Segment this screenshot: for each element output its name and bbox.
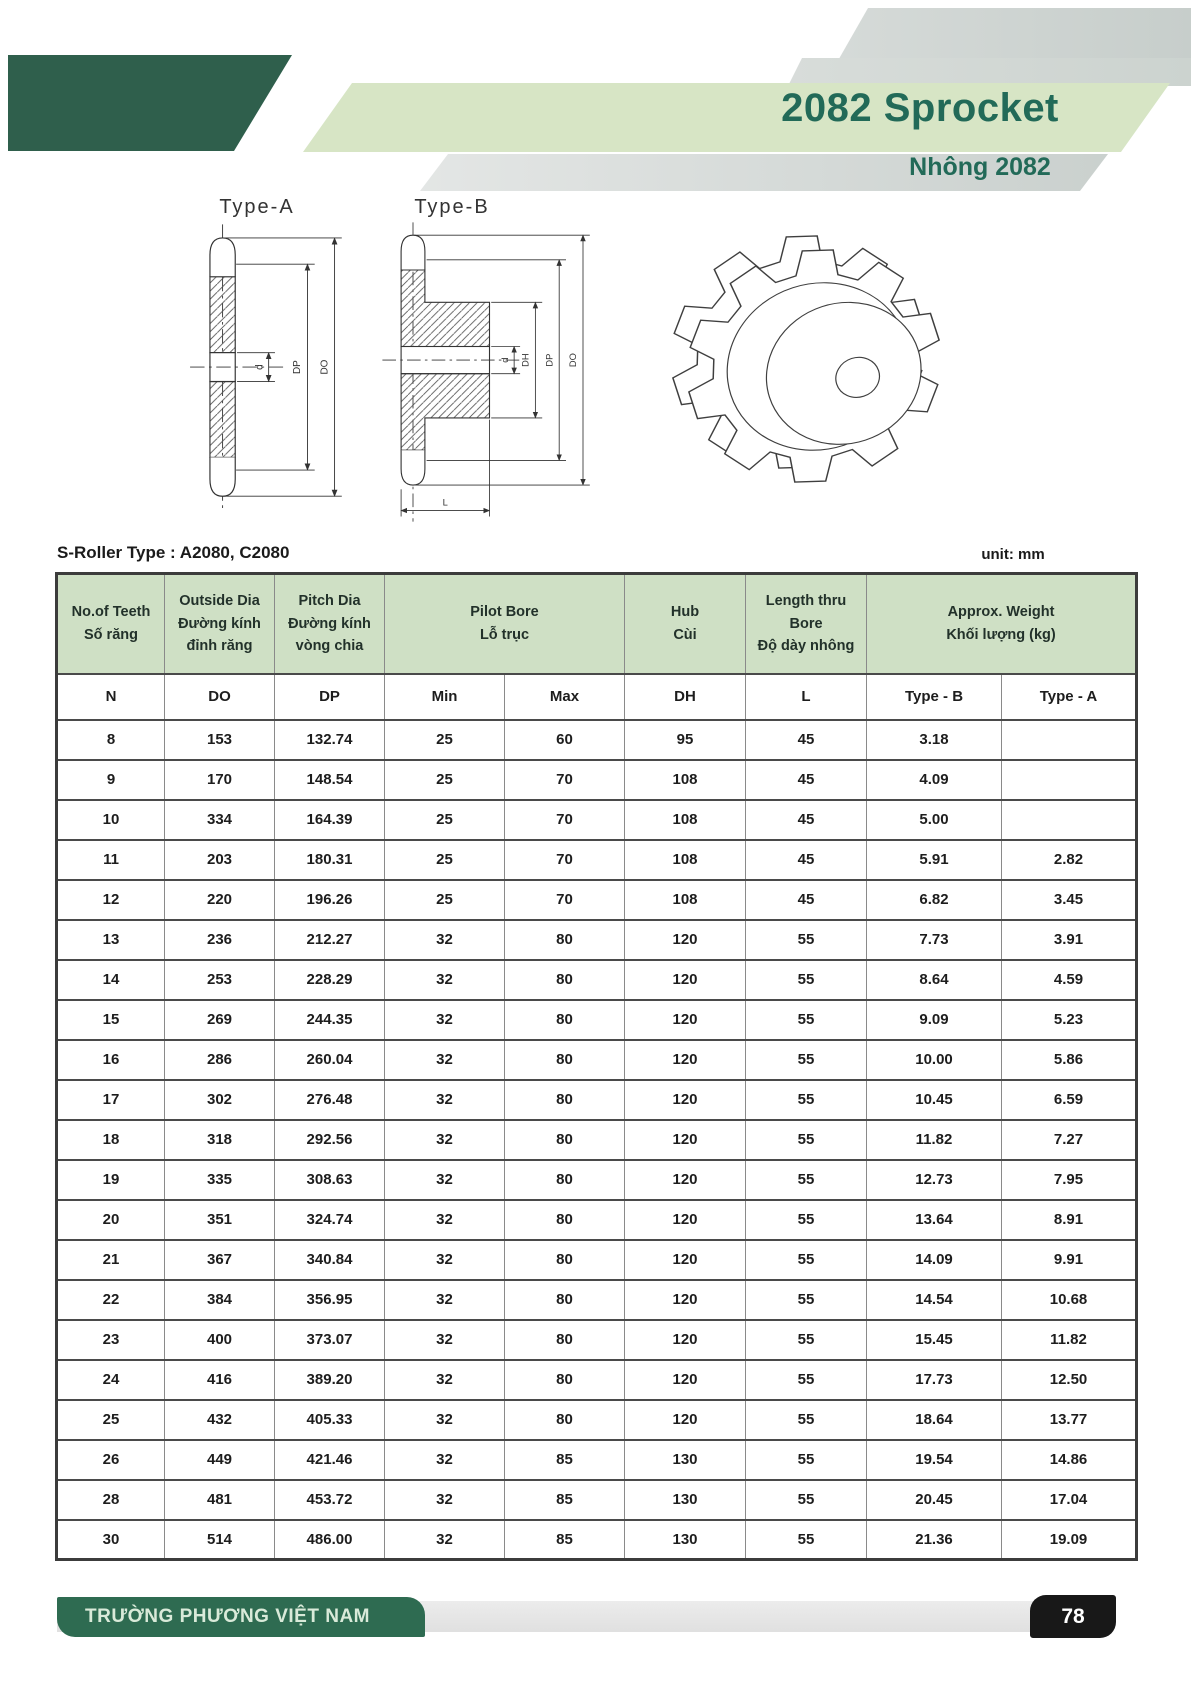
table-cell: 356.95: [275, 1280, 385, 1320]
table-row: [57, 1400, 1137, 1440]
col-symbol-l: L: [746, 674, 867, 720]
table-row: [57, 1000, 1137, 1040]
table-cell: 120: [625, 960, 746, 1000]
table-cell: 14: [57, 960, 165, 1000]
table-cell: 7.73: [867, 920, 1002, 960]
table-cell: 13.64: [867, 1200, 1002, 1240]
table-cell: 80: [505, 1320, 625, 1360]
table-row: [57, 720, 1137, 760]
table-cell: 70: [505, 760, 625, 800]
table-cell: 212.27: [275, 920, 385, 960]
table-cell: 80: [505, 920, 625, 960]
table-cell: 55: [746, 1080, 867, 1120]
table-row: [57, 1120, 1137, 1160]
table-cell: 8: [57, 720, 165, 760]
table-cell: 25: [385, 880, 505, 920]
table-cell: 3.18: [867, 720, 1002, 760]
table-cell: 45: [746, 840, 867, 880]
table-cell: 449: [165, 1440, 275, 1480]
table-cell: 32: [385, 960, 505, 1000]
table-cell: [1002, 760, 1137, 800]
table-cell: 14.86: [1002, 1440, 1137, 1480]
table-cell: 120: [625, 1280, 746, 1320]
dim-label-do: DO: [319, 359, 331, 375]
table-cell: 55: [746, 1400, 867, 1440]
sprocket-isometric-block: [642, 212, 982, 512]
table-cell: 416: [165, 1360, 275, 1400]
table-cell: 22: [57, 1280, 165, 1320]
table-cell: 514: [165, 1520, 275, 1560]
table-cell: 24: [57, 1360, 165, 1400]
table-cell: 389.20: [275, 1360, 385, 1400]
table-cell: 8.91: [1002, 1200, 1137, 1240]
table-cell: 236: [165, 920, 275, 960]
table-cell: 55: [746, 1240, 867, 1280]
table-cell: 269: [165, 1000, 275, 1040]
table-cell: 17: [57, 1080, 165, 1120]
table-cell: 120: [625, 1320, 746, 1360]
table-cell: 32: [385, 1440, 505, 1480]
table-row: [57, 1480, 1137, 1520]
table-cell: 260.04: [275, 1040, 385, 1080]
table-cell: 196.26: [275, 880, 385, 920]
table-cell: 32: [385, 1280, 505, 1320]
table-cell: 384: [165, 1280, 275, 1320]
table-cell: 80: [505, 1200, 625, 1240]
table-cell: 244.35: [275, 1000, 385, 1040]
col-group-outside-dia: Outside Dia Đường kính đỉnh răng: [165, 574, 275, 674]
table-row: [57, 1040, 1137, 1080]
table-cell: 10.45: [867, 1080, 1002, 1120]
col-symbol-type-b: Type - B: [867, 674, 1002, 720]
table-cell: 292.56: [275, 1120, 385, 1160]
table-cell: 148.54: [275, 760, 385, 800]
footer-page-number: 78: [1030, 1595, 1116, 1638]
table-cell: 85: [505, 1440, 625, 1480]
type-b-drawing-block: [362, 196, 647, 525]
table-row: [57, 800, 1137, 840]
table-cell: 45: [746, 800, 867, 840]
table-cell: 16: [57, 1040, 165, 1080]
table-cell: 55: [746, 1160, 867, 1200]
table-cell: 55: [746, 1320, 867, 1360]
table-row: [57, 1160, 1137, 1200]
table-cell: 15: [57, 1000, 165, 1040]
table-cell: 30: [57, 1520, 165, 1560]
table-cell: 11: [57, 840, 165, 880]
table-cell: 7.95: [1002, 1160, 1137, 1200]
table-cell: 432: [165, 1400, 275, 1440]
table-row: [57, 880, 1137, 920]
table-cell: 400: [165, 1320, 275, 1360]
table-cell: 120: [625, 1080, 746, 1120]
page-subtitle: Nhông 2082: [909, 153, 1051, 181]
table-cell: 32: [385, 1120, 505, 1160]
table-cell: 308.63: [275, 1160, 385, 1200]
table-cell: 132.74: [275, 720, 385, 760]
table-cell: 276.48: [275, 1080, 385, 1120]
table-cell: 25: [57, 1400, 165, 1440]
table-cell: 32: [385, 1240, 505, 1280]
table-cell: 80: [505, 1240, 625, 1280]
table-cell: 80: [505, 1400, 625, 1440]
dim-label-do: DO: [568, 353, 579, 368]
col-group-approx-weight: Approx. Weight Khối lượng (kg): [867, 574, 1137, 674]
table-cell: 55: [746, 1120, 867, 1160]
table-cell: 45: [746, 880, 867, 920]
table-cell: 405.33: [275, 1400, 385, 1440]
footer-company: TRƯỜNG PHƯƠNG VIỆT NAM: [57, 1597, 425, 1637]
table-cell: 120: [625, 1200, 746, 1240]
table-cell: 4.09: [867, 760, 1002, 800]
header-banner: [0, 0, 1191, 200]
table-cell: 85: [505, 1480, 625, 1520]
table-cell: 10.68: [1002, 1280, 1137, 1320]
table-cell: 421.46: [275, 1440, 385, 1480]
table-cell: 130: [625, 1440, 746, 1480]
col-symbol-min: Min: [385, 674, 505, 720]
col-group-pilot-bore: Pilot Bore Lỗ trục: [385, 574, 625, 674]
table-cell: 60: [505, 720, 625, 760]
table-cell: 5.23: [1002, 1000, 1137, 1040]
table-cell: 10.00: [867, 1040, 1002, 1080]
table-cell: 20: [57, 1200, 165, 1240]
table-cell: 32: [385, 1200, 505, 1240]
dim-label-dp: DP: [292, 360, 304, 374]
table-cell: 32: [385, 1520, 505, 1560]
table-cell: 32: [385, 920, 505, 960]
table-cell: 55: [746, 960, 867, 1000]
table-cell: 351: [165, 1200, 275, 1240]
table-cell: 8.64: [867, 960, 1002, 1000]
table-cell: 32: [385, 1480, 505, 1520]
table-cell: 55: [746, 1200, 867, 1240]
table-group-header-row: [57, 574, 1137, 674]
table-cell: 55: [746, 1000, 867, 1040]
table-cell: 17.73: [867, 1360, 1002, 1400]
table-cell: 253: [165, 960, 275, 1000]
table-cell: 11.82: [1002, 1320, 1137, 1360]
col-symbol-dh: DH: [625, 674, 746, 720]
table-cell: 80: [505, 1000, 625, 1040]
table-cell: 130: [625, 1480, 746, 1520]
col-group-teeth: No.of Teeth Số răng: [57, 574, 165, 674]
table-cell: 19: [57, 1160, 165, 1200]
table-cell: 9.09: [867, 1000, 1002, 1040]
table-cell: 80: [505, 1040, 625, 1080]
table-cell: 481: [165, 1480, 275, 1520]
table-cell: 4.59: [1002, 960, 1137, 1000]
table-cell: 23: [57, 1320, 165, 1360]
table-cell: 80: [505, 1280, 625, 1320]
col-symbol-n: N: [57, 674, 165, 720]
table-cell: 32: [385, 1040, 505, 1080]
table-cell: 9.91: [1002, 1240, 1137, 1280]
table-cell: 21: [57, 1240, 165, 1280]
table-cell: 203: [165, 840, 275, 880]
table-cell: 108: [625, 840, 746, 880]
table-cell: 26: [57, 1440, 165, 1480]
table-cell: 6.59: [1002, 1080, 1137, 1120]
table-cell: 55: [746, 1360, 867, 1400]
dim-label-d: d: [500, 357, 511, 363]
table-cell: 55: [746, 1440, 867, 1480]
table-row: [57, 760, 1137, 800]
col-group-length-thru-bore: Length thru Bore Độ dày nhông: [746, 574, 867, 674]
table-cell: 120: [625, 1000, 746, 1040]
table-cell: 18: [57, 1120, 165, 1160]
table-cell: 7.27: [1002, 1120, 1137, 1160]
table-cell: [1002, 720, 1137, 760]
table-cell: 85: [505, 1520, 625, 1560]
table-cell: 170: [165, 760, 275, 800]
table-cell: 334: [165, 800, 275, 840]
table-cell: 3.45: [1002, 880, 1137, 920]
table-cell: 3.91: [1002, 920, 1137, 960]
table-cell: 5.00: [867, 800, 1002, 840]
table-cell: 318: [165, 1120, 275, 1160]
table-cell: 80: [505, 1160, 625, 1200]
table-cell: 80: [505, 1360, 625, 1400]
table-cell: 32: [385, 1400, 505, 1440]
table-body: [57, 720, 1137, 1560]
table-cell: 55: [746, 1280, 867, 1320]
spec-table-wrap: [55, 572, 1138, 1561]
table-cell: 286: [165, 1040, 275, 1080]
table-cell: 70: [505, 800, 625, 840]
page-title: 2082 Sprocket: [781, 86, 1059, 130]
table-cell: 335: [165, 1160, 275, 1200]
table-cell: 108: [625, 880, 746, 920]
table-cell: 55: [746, 920, 867, 960]
table-row: [57, 1240, 1137, 1280]
table-cell: 120: [625, 920, 746, 960]
table-cell: 5.91: [867, 840, 1002, 880]
table-cell: 25: [385, 840, 505, 880]
table-cell: 28: [57, 1480, 165, 1520]
table-cell: 153: [165, 720, 275, 760]
table-cell: 302: [165, 1080, 275, 1120]
table-cell: 120: [625, 1400, 746, 1440]
table-cell: 14.54: [867, 1280, 1002, 1320]
table-cell: 108: [625, 800, 746, 840]
table-cell: 120: [625, 1240, 746, 1280]
table-row: [57, 960, 1137, 1000]
table-row: [57, 1080, 1137, 1120]
table-cell: 6.82: [867, 880, 1002, 920]
table-cell: 486.00: [275, 1520, 385, 1560]
table-cell: 120: [625, 1040, 746, 1080]
table-cell: 367: [165, 1240, 275, 1280]
table-cell: 180.31: [275, 840, 385, 880]
table-cell: 18.64: [867, 1400, 1002, 1440]
dim-label-dp: DP: [544, 353, 555, 367]
table-cell: 12.73: [867, 1160, 1002, 1200]
sprocket-isometric-drawing: [642, 212, 982, 512]
unit-note: unit: mm: [981, 546, 1045, 563]
col-symbol-do: DO: [165, 674, 275, 720]
spec-table: [55, 572, 1138, 1561]
table-cell: 453.72: [275, 1480, 385, 1520]
table-cell: 17.04: [1002, 1480, 1137, 1520]
table-row: [57, 920, 1137, 960]
table-cell: 120: [625, 1160, 746, 1200]
table-row: [57, 840, 1137, 880]
table-cell: 19.09: [1002, 1520, 1137, 1560]
table-cell: 13: [57, 920, 165, 960]
table-symbol-row: [57, 674, 1137, 720]
table-cell: 45: [746, 720, 867, 760]
table-cell: [1002, 800, 1137, 840]
table-cell: 9: [57, 760, 165, 800]
table-cell: 373.07: [275, 1320, 385, 1360]
table-cell: 10: [57, 800, 165, 840]
table-cell: 14.09: [867, 1240, 1002, 1280]
table-cell: 21.36: [867, 1520, 1002, 1560]
table-cell: 130: [625, 1520, 746, 1560]
col-symbol-max: Max: [505, 674, 625, 720]
table-cell: 95: [625, 720, 746, 760]
table-row: [57, 1320, 1137, 1360]
table-cell: 164.39: [275, 800, 385, 840]
table-row: [57, 1520, 1137, 1560]
table-cell: 32: [385, 1360, 505, 1400]
type-b-label: Type-B: [414, 196, 490, 218]
table-cell: 32: [385, 1320, 505, 1360]
table-cell: 340.84: [275, 1240, 385, 1280]
table-cell: 32: [385, 1160, 505, 1200]
dim-label-l: L: [442, 497, 448, 508]
table-cell: 80: [505, 1120, 625, 1160]
type-a-section-drawing: [152, 219, 360, 517]
table-cell: 25: [385, 720, 505, 760]
table-cell: 12.50: [1002, 1360, 1137, 1400]
table-cell: 32: [385, 1080, 505, 1120]
table-row: [57, 1280, 1137, 1320]
col-group-pitch-dia: Pitch Dia Đường kính vòng chia: [275, 574, 385, 674]
table-cell: 19.54: [867, 1440, 1002, 1480]
table-row: [57, 1440, 1137, 1480]
table-cell: 108: [625, 760, 746, 800]
table-cell: 120: [625, 1120, 746, 1160]
table-cell: 13.77: [1002, 1400, 1137, 1440]
table-cell: 228.29: [275, 960, 385, 1000]
table-cell: 70: [505, 880, 625, 920]
table-cell: 5.86: [1002, 1040, 1137, 1080]
table-cell: 120: [625, 1360, 746, 1400]
table-cell: 55: [746, 1520, 867, 1560]
table-cell: 20.45: [867, 1480, 1002, 1520]
table-cell: 55: [746, 1040, 867, 1080]
table-row: [57, 1360, 1137, 1400]
table-cell: 220: [165, 880, 275, 920]
table-cell: 11.82: [867, 1120, 1002, 1160]
table-cell: 25: [385, 800, 505, 840]
table-row: [57, 1200, 1137, 1240]
table-cell: 70: [505, 840, 625, 880]
table-cell: 45: [746, 760, 867, 800]
table-cell: 324.74: [275, 1200, 385, 1240]
type-a-drawing-block: [152, 196, 382, 517]
type-b-section-drawing: [362, 219, 600, 525]
table-cell: 25: [385, 760, 505, 800]
table-cell: 32: [385, 1000, 505, 1040]
col-group-hub: Hub Cùi: [625, 574, 746, 674]
col-symbol-dp: DP: [275, 674, 385, 720]
dim-label-d: d: [254, 364, 266, 370]
table-cell: 15.45: [867, 1320, 1002, 1360]
dim-label-dh: DH: [520, 353, 531, 367]
roller-type-note: S-Roller Type : A2080, C2080: [57, 543, 290, 562]
type-a-label: Type-A: [219, 196, 295, 218]
table-cell: 2.82: [1002, 840, 1137, 880]
table-cell: 80: [505, 960, 625, 1000]
table-cell: 12: [57, 880, 165, 920]
table-cell: 80: [505, 1080, 625, 1120]
col-symbol-type-a: Type - A: [1002, 674, 1137, 720]
table-cell: 55: [746, 1480, 867, 1520]
